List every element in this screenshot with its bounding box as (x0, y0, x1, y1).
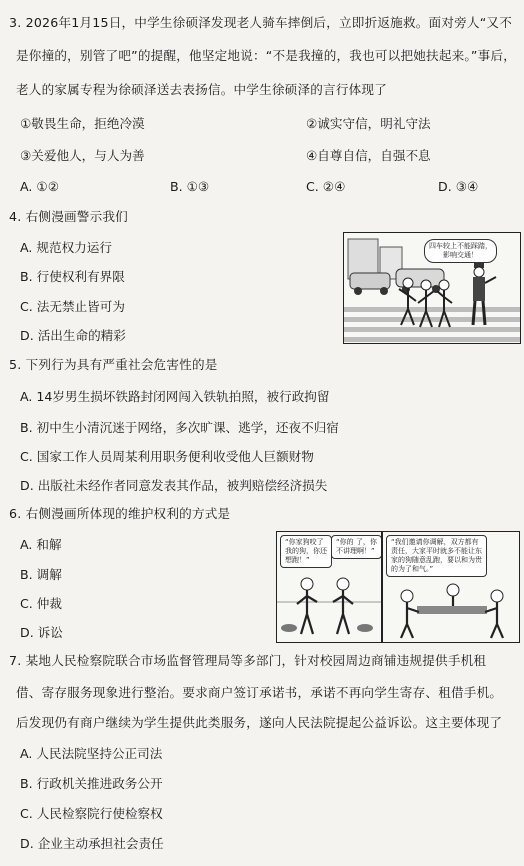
q3-stem-line-3: 老人的家属专程为徐硕泽送去表扬信。中学生徐硕泽的言行体现了 (16, 82, 388, 97)
q3-choice-b: B. ①③ (170, 179, 210, 194)
q6-p1b1-line-3: 想跑！” (285, 556, 310, 564)
q3-statement-3: ③关爱他人，与人为善 (20, 148, 145, 163)
q4-choice-d: D. 活出生命的精彩 (20, 328, 126, 343)
q6-p1b2-line-2: 不讲理啊！” (336, 547, 375, 555)
q6-panel-1-bubble-2 (331, 535, 382, 559)
q4-choice-b: B. 行使权利有界限 (20, 269, 125, 284)
q5-choice-d: D. 出版社未经作者同意发表其作品，被判赔偿经济损失 (20, 478, 328, 493)
q5-stem: 5. 下列行为具有严重社会危害性的是 (9, 357, 218, 372)
q3-statement-4: ④自尊自信，自强不息 (306, 148, 431, 163)
q6-panel-1-bubble-1 (280, 535, 332, 568)
q6-choice-a: A. 和解 (20, 537, 62, 552)
q6-p2-line-4: 的为了和气。” (391, 565, 434, 573)
q3-choice-a: A. ①② (20, 179, 59, 194)
q7-choice-c: C. 人民检察院行使检察权 (20, 806, 163, 821)
q6-cartoon-panel-2 (382, 531, 520, 643)
q3-stem-line-2: 是你撞的，别管了吧”的提醒，他坚定地说：“不是我撞的，我也可以把她扶起来。”事后， (16, 48, 517, 63)
q6-panel-2-bubble (386, 535, 487, 577)
q4-bubble-line-1: 四车较上不能踩踏， (429, 242, 492, 250)
q5-choice-a: A. 14岁男生损坏铁路封闭网闯入铁轨拍照，被行政拘留 (20, 389, 330, 404)
q7-choice-b: B. 行政机关推进政务公开 (20, 776, 163, 791)
q4-bubble-line-2: 影响交通！ (443, 251, 478, 259)
q3-statement-2: ②诚实守信，明礼守法 (306, 116, 431, 131)
q4-stem: 4. 右侧漫画警示我们 (9, 209, 128, 224)
q7-stem-line-1: 7. 某地人民检察院联合市场监督管理局等多部门，针对校园周边商铺违规提供手机租 (9, 653, 487, 668)
q6-choice-b: B. 调解 (20, 567, 62, 582)
q3-stem-line-1: 3. 2026年1月15日，中学生徐硕泽发现老人骑车摔倒后，立即折返施救。面对旁人“又不 (9, 15, 513, 30)
q4-choice-c: C. 法无禁止皆可为 (20, 299, 125, 314)
q3-choice-d: D. ③④ (438, 179, 479, 194)
q6-choice-d: D. 诉讼 (20, 625, 63, 640)
q7-choice-d: D. 企业主动承担社会责任 (20, 836, 164, 851)
q7-choice-a: A. 人民法院坚持公正司法 (20, 746, 163, 761)
q7-stem-line-3: 后发现仍有商户继续为学生提供此类服务，遂向人民法院提起公益诉讼。这主要体现了 (16, 715, 503, 730)
q3-choice-c: C. ②④ (306, 179, 346, 194)
q6-stem: 6. 右侧漫画所体现的维护权利的方式是 (9, 506, 231, 521)
q4-speech-bubble (424, 239, 497, 263)
q5-choice-c: C. 国家工作人员周某利用职务便利收受他人巨额财物 (20, 449, 314, 464)
q5-choice-b: B. 初中生小清沉迷于网络，多次旷课、逃学，还夜不归宿 (20, 420, 339, 435)
q6-p1b2-line-1: “你的 了，你 (336, 538, 377, 546)
q6-p1b1-line-2: 我的狗，你还 (285, 547, 327, 555)
q3-statement-1: ①敬畏生命，拒绝冷漠 (20, 116, 145, 131)
q4-cartoon (343, 232, 521, 344)
q4-choice-a: A. 规范权力运行 (20, 240, 112, 255)
q6-p2-line-2: 责任，大家平时就多不能让东 (391, 547, 482, 555)
q6-p1b1-line-1: “你家狗咬了 (285, 538, 324, 546)
q6-cartoon-panel-1 (276, 531, 382, 643)
q7-stem-line-2: 借、寄存服务现象进行整治。要求商户签订承诺书，承诺不再向学生寄存、租借手机。 (16, 685, 503, 700)
q6-choice-c: C. 仲裁 (20, 596, 62, 611)
q6-p2-line-1: “我们邀请你调解，双方都有 (391, 538, 479, 546)
q6-p2-line-3: 家的狗随意乱跑，要以和为贵 (391, 556, 482, 564)
